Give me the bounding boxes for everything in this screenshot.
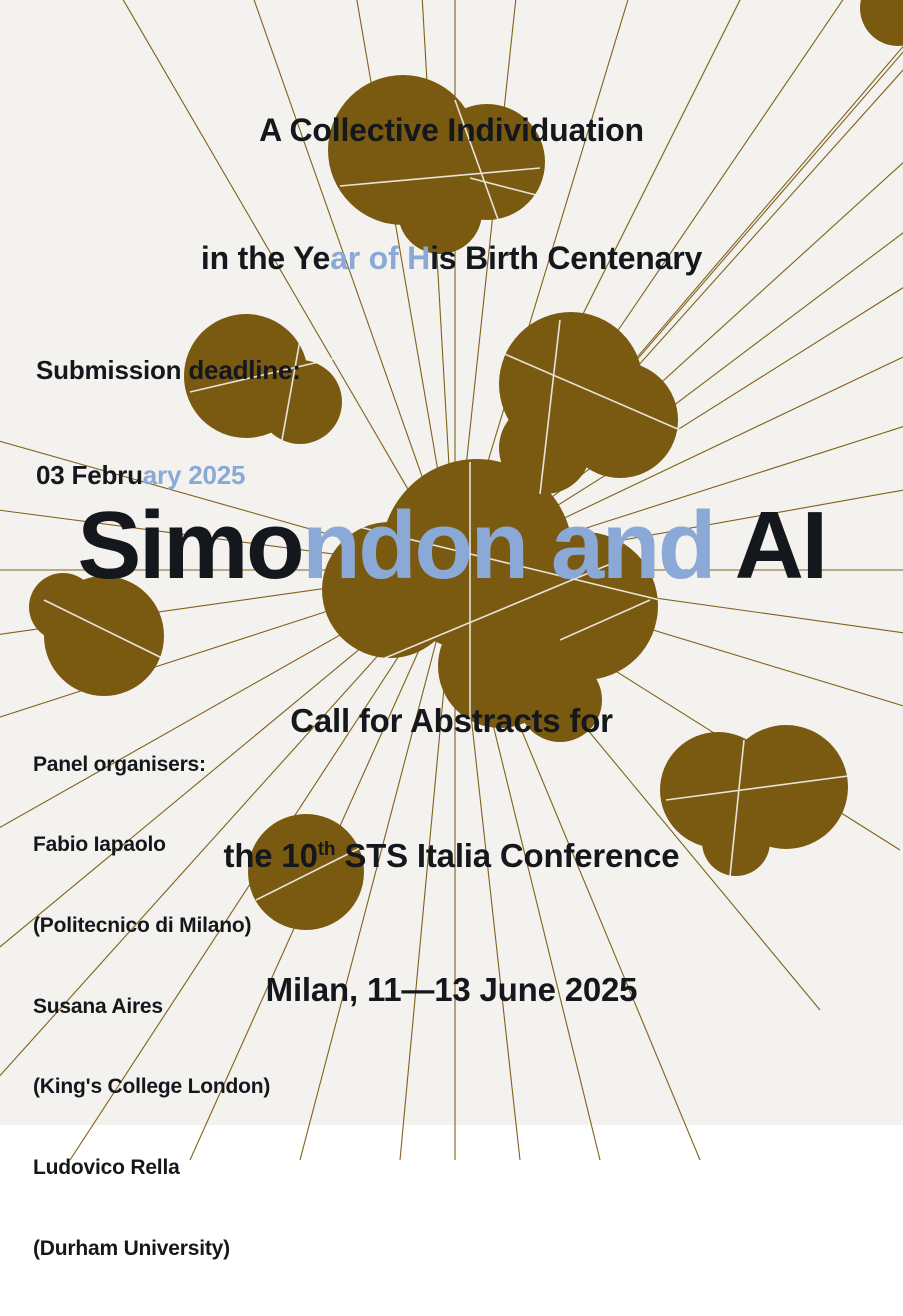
header-line-2 xyxy=(0,237,903,280)
header-line-2-a: in the Ye xyxy=(200,239,331,276)
footer-line-2-a: the 10 xyxy=(223,836,318,874)
organiser-name-2: Susana Aires xyxy=(33,994,163,1018)
footer-line-3: Milan, 11—13 June 2025 xyxy=(265,971,638,1009)
organiser-name-3: Ludovico Rella xyxy=(33,1155,180,1179)
poster-footer xyxy=(0,609,903,1103)
deadline-label: Submission deadline: xyxy=(36,355,301,386)
organiser-affiliation-1: (Politecnico di Milano) xyxy=(33,914,252,937)
main-title-a: Simo xyxy=(77,492,303,599)
footer-line-2 xyxy=(0,834,903,879)
header-line-2-accent: ar of H xyxy=(330,239,431,276)
organiser-affiliation-3: (Durham University) xyxy=(33,1236,230,1260)
main-title-accent: ndon and xyxy=(302,492,714,599)
organiser-affiliation-2: (King's College London) xyxy=(33,1075,271,1099)
footer-ordinal-suffix: th xyxy=(317,838,336,860)
page-title xyxy=(0,492,903,599)
organiser-name-1: Fabio Iapaolo xyxy=(33,833,166,857)
deadline-date xyxy=(36,458,301,493)
footer-line-1: Call for Abstracts for xyxy=(290,702,613,740)
deadline-date-accent: ary 2025 xyxy=(142,460,246,491)
deadline-date-a: 03 Febru xyxy=(36,460,143,491)
main-title-b: AI xyxy=(714,492,826,599)
header-line-2-b: is Birth Centenary xyxy=(430,239,703,276)
organisers-label: Panel organisers: xyxy=(33,752,206,776)
header-line-1: A Collective Individuation xyxy=(259,112,644,149)
footer-line-2-b: STS Italia Conference xyxy=(335,836,680,874)
